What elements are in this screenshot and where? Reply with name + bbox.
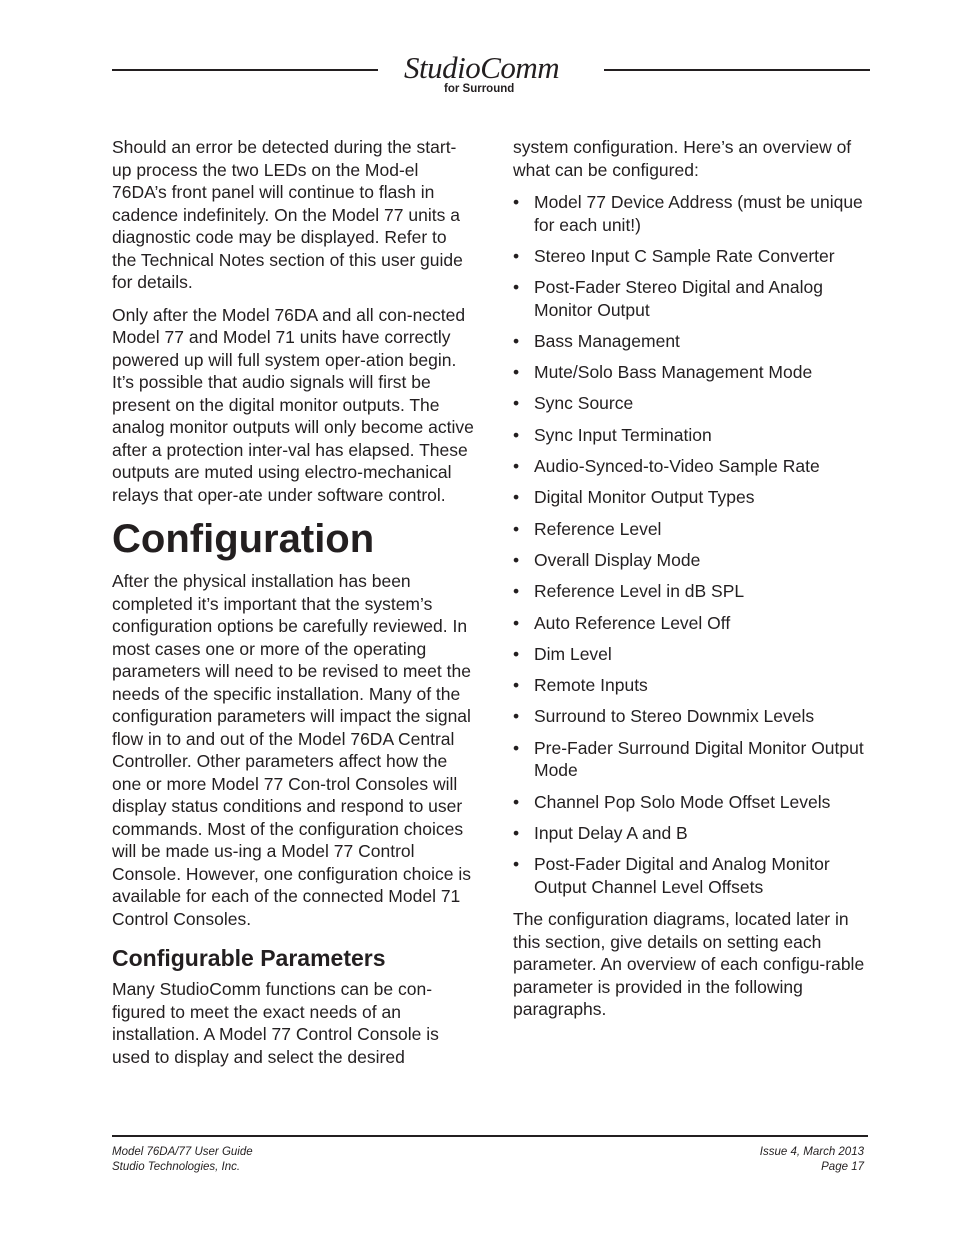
bullet-icon: • [513, 675, 520, 696]
left-column [112, 136, 474, 1078]
bullet-icon: • [513, 245, 520, 266]
footer-left [112, 1145, 253, 1175]
list-item-text: Sync Source [534, 393, 634, 414]
list-item [513, 549, 875, 572]
list-item [513, 643, 875, 666]
list-item [513, 424, 875, 447]
list-item-text: Overall Display Mode [534, 549, 701, 570]
list-item-text: Post-Fader Digital and Analog Monitor Output Channel Level Offsets [534, 854, 830, 897]
list-item-text: Digital Monitor Output Types [534, 487, 755, 508]
bullet-icon: • [513, 424, 520, 445]
footer-page-number: Page 17 [821, 1161, 864, 1173]
list-item-text: Remote Inputs [534, 675, 648, 696]
configuration-heading: Configuration [112, 517, 375, 561]
list-item-text: Model 77 Device Address (must be unique for each unit!) [534, 192, 863, 235]
list-item [513, 245, 875, 268]
bullet-icon: • [513, 737, 520, 758]
bullet-icon: • [513, 706, 520, 727]
bullet-icon: • [513, 192, 520, 212]
list-item-text: Reference Level [534, 518, 662, 539]
bullet-icon: • [513, 518, 520, 539]
bullet-icon: • [513, 277, 520, 298]
header-rule-right [604, 69, 870, 71]
list-item [513, 455, 875, 478]
configuration-paragraph: After the physical installation has been completed it’s important that the system’s configuration options be carefully reviewed. In most cases one or more of the operating parameters will need to be revised to meet the needs of the specific installation. Many of the configuration parameters will impact the signal flow in to and out of the Model 76DA Central Controller. Other parameters affect how the one or more Model 77 Con-trol Consoles will display status conditions and respond to user commands. Most of the configuration choices will be made us-ing a Model 77 Control Console. However, one configuration choice is available for each of the connected Model 71 Control Consoles. [112, 571, 471, 929]
list-item [513, 705, 875, 728]
bullet-icon: • [513, 362, 520, 383]
bullet-icon: • [513, 330, 520, 351]
startup-error-paragraph: Should an error be detected during the start-up process the two LEDs on the Mod-el 76DA’s front panel will continue to flash in cadence indefinitely. On the Model 77 units a diagnostic code may be displayed. Refer to the Technical Notes section of this user guide for details. [112, 137, 463, 292]
list-item-text: Stereo Input C Sample Rate Converter [534, 245, 835, 266]
footer-right [760, 1145, 864, 1175]
right-column [513, 136, 875, 1031]
list-item [513, 791, 875, 814]
list-item [513, 392, 875, 415]
list-item [513, 822, 875, 845]
list-item-text: Pre-Fader Surround Digital Monitor Output Mode [534, 737, 864, 781]
list-item [513, 361, 875, 384]
list-item-text: Post-Fader Stereo Digital and Analog Monitor Output [534, 277, 823, 320]
bullet-icon: • [513, 612, 520, 633]
logo-script-text: StudioComm [404, 50, 560, 85]
footer-issue: Issue 4, March 2013 [759, 1146, 864, 1158]
list-item [513, 486, 875, 509]
list-item [513, 737, 875, 782]
list-item-text: Auto Reference Level Off [534, 612, 731, 633]
bullet-icon: • [513, 393, 520, 414]
bullet-icon: • [513, 456, 520, 477]
configurable-parameters-heading: Configurable Parameters [112, 945, 386, 971]
list-item-text: Bass Management [534, 330, 680, 351]
list-item-text: Mute/Solo Bass Management Mode [534, 362, 813, 383]
list-item [513, 612, 875, 635]
parameter-list [513, 191, 875, 898]
power-up-paragraph: Only after the Model 76DA and all con-nected Model 77 and Model 71 units have correctly powered up will full system oper-ation begin. It’s possible that audio signals will first be present on the digital monitor outputs. The analog monitor outputs will only become active after a protection inter-val has elapsed. These outputs are muted using electro-mechanical relays that oper-ate under software control. [112, 304, 474, 505]
list-item-text: Input Delay A and B [534, 822, 688, 843]
list-item [513, 580, 875, 603]
footer-rule [112, 1135, 868, 1137]
list-item-text: Surround to Stereo Downmix Levels [534, 706, 815, 727]
list-item-text: Sync Input Termination [534, 424, 712, 445]
bullet-icon: • [513, 549, 520, 570]
header-rule-left [112, 69, 378, 71]
bullet-icon: • [513, 643, 520, 664]
logo-subtitle: for Surround [444, 83, 515, 95]
overview-intro: system configuration. Here’s an overview of what can be configured: [513, 137, 852, 180]
list-item-text: Channel Pop Solo Mode Offset Levels [534, 791, 831, 812]
bullet-icon: • [513, 791, 520, 812]
bullet-icon: • [513, 581, 520, 602]
list-item [513, 330, 875, 353]
list-item-text: Dim Level [534, 643, 612, 664]
list-item [513, 674, 875, 697]
list-item-text: Audio-Synced-to-Video Sample Rate [534, 456, 820, 477]
list-item [513, 191, 875, 236]
configurable-parameters-paragraph: Many StudioComm functions can be con-figured to meet the exact needs of an installation. A Model 77 Control Console is used to display and select the desired [112, 979, 439, 1067]
list-item [513, 853, 875, 898]
footer-guide-title: Model 76DA/77 User Guide [112, 1146, 253, 1158]
closing-paragraph: The configuration diagrams, located later in this section, give details on setting each parameter. An overview of each configu-rable parameter is provided in the following paragraphs. [513, 909, 865, 1020]
list-item [513, 518, 875, 541]
studiocomm-logo [404, 50, 580, 100]
list-item-text: Reference Level in dB SPL [534, 581, 745, 602]
bullet-icon: • [513, 487, 520, 508]
bullet-icon: • [513, 854, 520, 875]
bullet-icon: • [513, 822, 520, 843]
list-item [513, 276, 875, 321]
footer-company: Studio Technologies, Inc. [112, 1161, 241, 1173]
